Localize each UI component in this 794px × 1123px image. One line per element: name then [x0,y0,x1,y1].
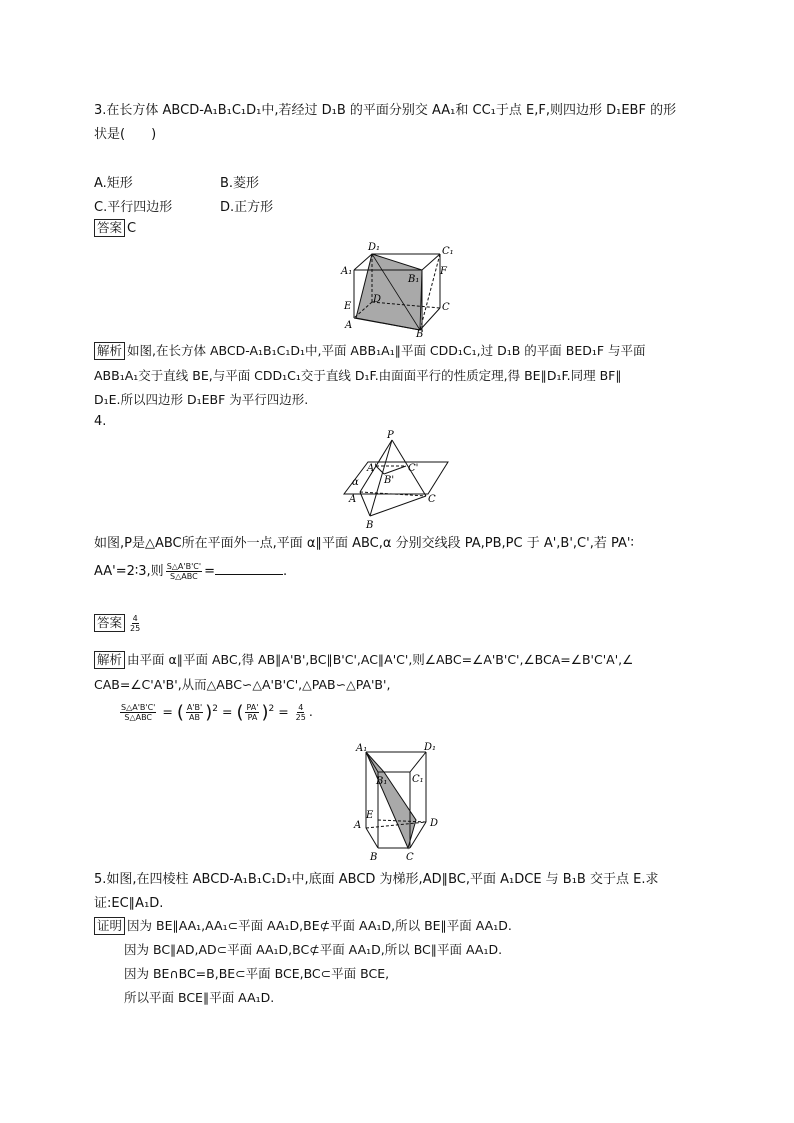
q3-option-c: C.平行四边形 [94,200,173,215]
q3-question-line-1: 3.在长方体 ABCD-A₁B₁C₁D₁中,若经过 D₁B 的平面分别交 AA₁和 CC₁于点 E,F,则四边形 D₁EBF 的形 [94,103,677,118]
label-b-prime: B' [384,475,395,486]
q3-option-b: B.菱形 [220,176,260,191]
ratio-given: AA'=2∶3,则 [94,564,164,579]
label-alpha: α [352,477,359,488]
q3-analysis-line-1 [94,341,646,360]
label-c1: C₁ [442,246,454,257]
label-b1: B₁ [376,776,388,787]
analysis-tag: 解析 [94,342,125,360]
plane-alpha [344,462,448,494]
label-a1: A₁ [341,266,353,277]
label-c: C [406,852,414,863]
proof-tag: 证明 [94,917,125,935]
label-e: E [344,301,352,312]
q5-question-line-1: 5.如图,在四棱柱 ABCD-A₁B₁C₁D₁中,底面 ABCD 为梯形,AD∥BC,平面 A₁DCE 与 B₁B 交于点 E.求 [94,872,659,887]
section-quadrilateral [356,254,422,330]
label-d1: D₁ [368,242,381,253]
q5-prism-figure [348,742,448,864]
section-a1dce [366,752,416,848]
q3-option-d: D.正方形 [220,200,274,215]
q5-question-line-2: 证:EC∥A₁D. [94,896,164,911]
q3-analysis-line-2: ABB₁A₁交于直线 BE,与平面 CDD₁C₁交于直线 D₁F.由面面平行的性质定理,得 BE∥D₁F.同理 BF∥ [94,368,622,383]
area-ratio-fraction: $\frac{S\triangle A'B'C'}{\text{S△ABC}}$ [166,562,202,581]
q4-answer [94,614,143,633]
label-e: E [366,810,374,821]
answer-fraction: $\frac{4}{25}$ [130,614,141,633]
label-c1: C₁ [412,774,424,785]
label-b: B [366,520,374,531]
label-d: D [430,818,439,829]
label-d: D [373,294,382,305]
q5-proof-line-2: 因为 BC∥AD,AD⊂平面 AA₁D,BC⊄平面 AA₁D,所以 BC∥平面 AA₁D. [124,942,503,957]
q5-proof-line-4: 所以平面 BCE∥平面 AA₁D. [124,990,275,1005]
analysis-text: 如图,在长方体 ABCD-A₁B₁C₁D₁中,平面 ABB₁A₁∥平面 CDD₁C₁,过 D₁B 的平面 BED₁F 与平面 [127,343,646,358]
label-a: A [354,820,362,831]
answer-blank [215,564,283,575]
q4-analysis-line-2: CAB=∠C'A'B',从而△ABC∽△A'B'C',△PAB∽△PA'B', [94,677,391,692]
label-a: A [345,320,353,331]
q4-question-line-1: 如图,P是△ABC所在平面外一点,平面 α∥平面 ABC,α 分别交线段 PA,PB,PC 于 A',B',C',若 PA'∶ [94,536,634,551]
answer-value: C [127,221,137,236]
label-c: C [442,302,450,313]
label-d1: D₁ [424,742,437,753]
q5-proof-line-3: 因为 BE∩BC=B,BE⊂平面 BCE,BC⊂平面 BCE, [124,966,390,981]
q3-analysis-line-3: D₁E.所以四边形 D₁EBF 为平行四边形. [94,392,309,407]
label-a-prime: A' [367,463,377,474]
q3-question-line-2: 状是( ) [94,127,157,142]
proof-text: 因为 BE∥AA₁,AA₁⊂平面 AA₁D,BE⊄平面 AA₁D,所以 BE∥平面 AA₁D. [127,918,512,933]
q4-number: 4. [94,414,107,429]
q3-cuboid-figure [336,238,460,338]
q4-analysis-line-1 [94,650,633,669]
label-b1: B₁ [408,274,420,285]
q4-question-line-2: AA'=2∶3,则 $\frac{S\triangle A'B'C'}{\text{S△ABC}}$ = . [94,562,288,581]
answer-tag: 答案 [94,219,125,237]
analysis-tag: 解析 [94,651,125,669]
q4-pyramid-figure [340,428,452,532]
q3-option-a: A.矩形 [94,176,133,191]
label-b: B [370,852,378,863]
label-c: C [428,494,436,505]
answer-tag: 答案 [94,614,125,632]
label-c-prime: C' [408,463,419,474]
analysis-text: 由平面 α∥平面 ABC,得 AB∥A'B',BC∥B'C',AC∥A'C',则∠ABC=∠A'B'C',∠BCA=∠B'C'A',∠ [127,652,634,667]
q3-answer [94,219,136,237]
label-b: B [416,329,424,338]
q5-proof-line-1 [94,916,512,935]
label-a1: A₁ [356,743,368,754]
label-f: F [440,266,447,277]
label-a: A [349,494,357,505]
q4-formula: $\frac{S\triangle A'B'C'}{\text{S△ABC}}$ = ( $\frac{A'B'}{AB}$ )$^2$ = ( $\frac{PA'}{PA}$ )$^2$ = $\frac{4}{25}$ . [121,702,313,723]
label-p: P [387,430,394,441]
